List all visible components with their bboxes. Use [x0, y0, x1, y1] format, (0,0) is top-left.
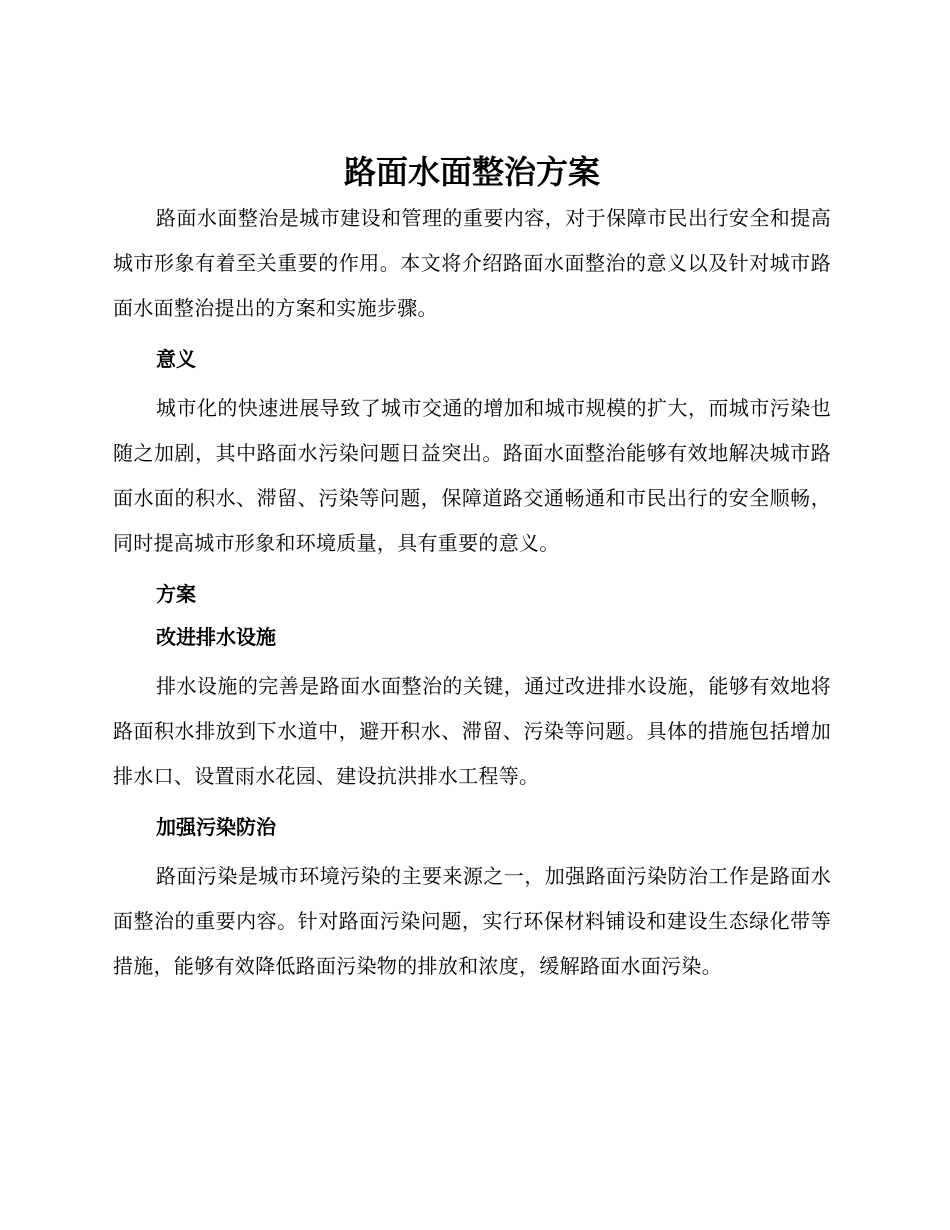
section-heading-plan: 方案 — [156, 582, 196, 606]
section-heading-drainage: 改进排水设施 — [156, 625, 276, 649]
section-body-drainage: 排水设施的完善是路面水面整治的关键，通过改进排水设施，能够有效地将路面积水排放到下水道中，避开积水、滞留、污染等问题。具体的措施包括增加排水口、设置雨水花园、建设抗洪排水工程等。 — [113, 674, 831, 788]
section-heading-significance: 意义 — [156, 347, 196, 371]
section-body-pollution: 路面污染是城市环境污染的主要来源之一，加强路面污染防治工作是路面水面整治的重要内容。针对路面污染问题，实行环保材料铺设和建设生态绿化带等措施，能够有效降低路面污染物的排放和浓度，缓解路面水面污染。 — [113, 864, 831, 978]
section-heading-pollution: 加强污染防治 — [156, 815, 276, 839]
document-page — [113, 150, 831, 989]
intro-paragraph: 路面水面整治是城市建设和管理的重要内容，对于保障市民出行安全和提高城市形象有着至关重要的作用。本文将介绍路面水面整治的意义以及针对城市路面水面整治提出的方案和实施步骤。 — [113, 206, 831, 320]
document-title: 路面水面整治方案 — [343, 153, 600, 191]
section-body-significance: 城市化的快速进展导致了城市交通的增加和城市规模的扩大，而城市污染也随之加剧，其中路面水污染问题日益突出。路面水面整治能够有效地解决城市路面水面的积水、滞留、污染等问题，保障道路交通畅通和市民出行的安全顺畅，同时提高城市形象和环境质量，具有重要的意义。 — [113, 396, 831, 555]
